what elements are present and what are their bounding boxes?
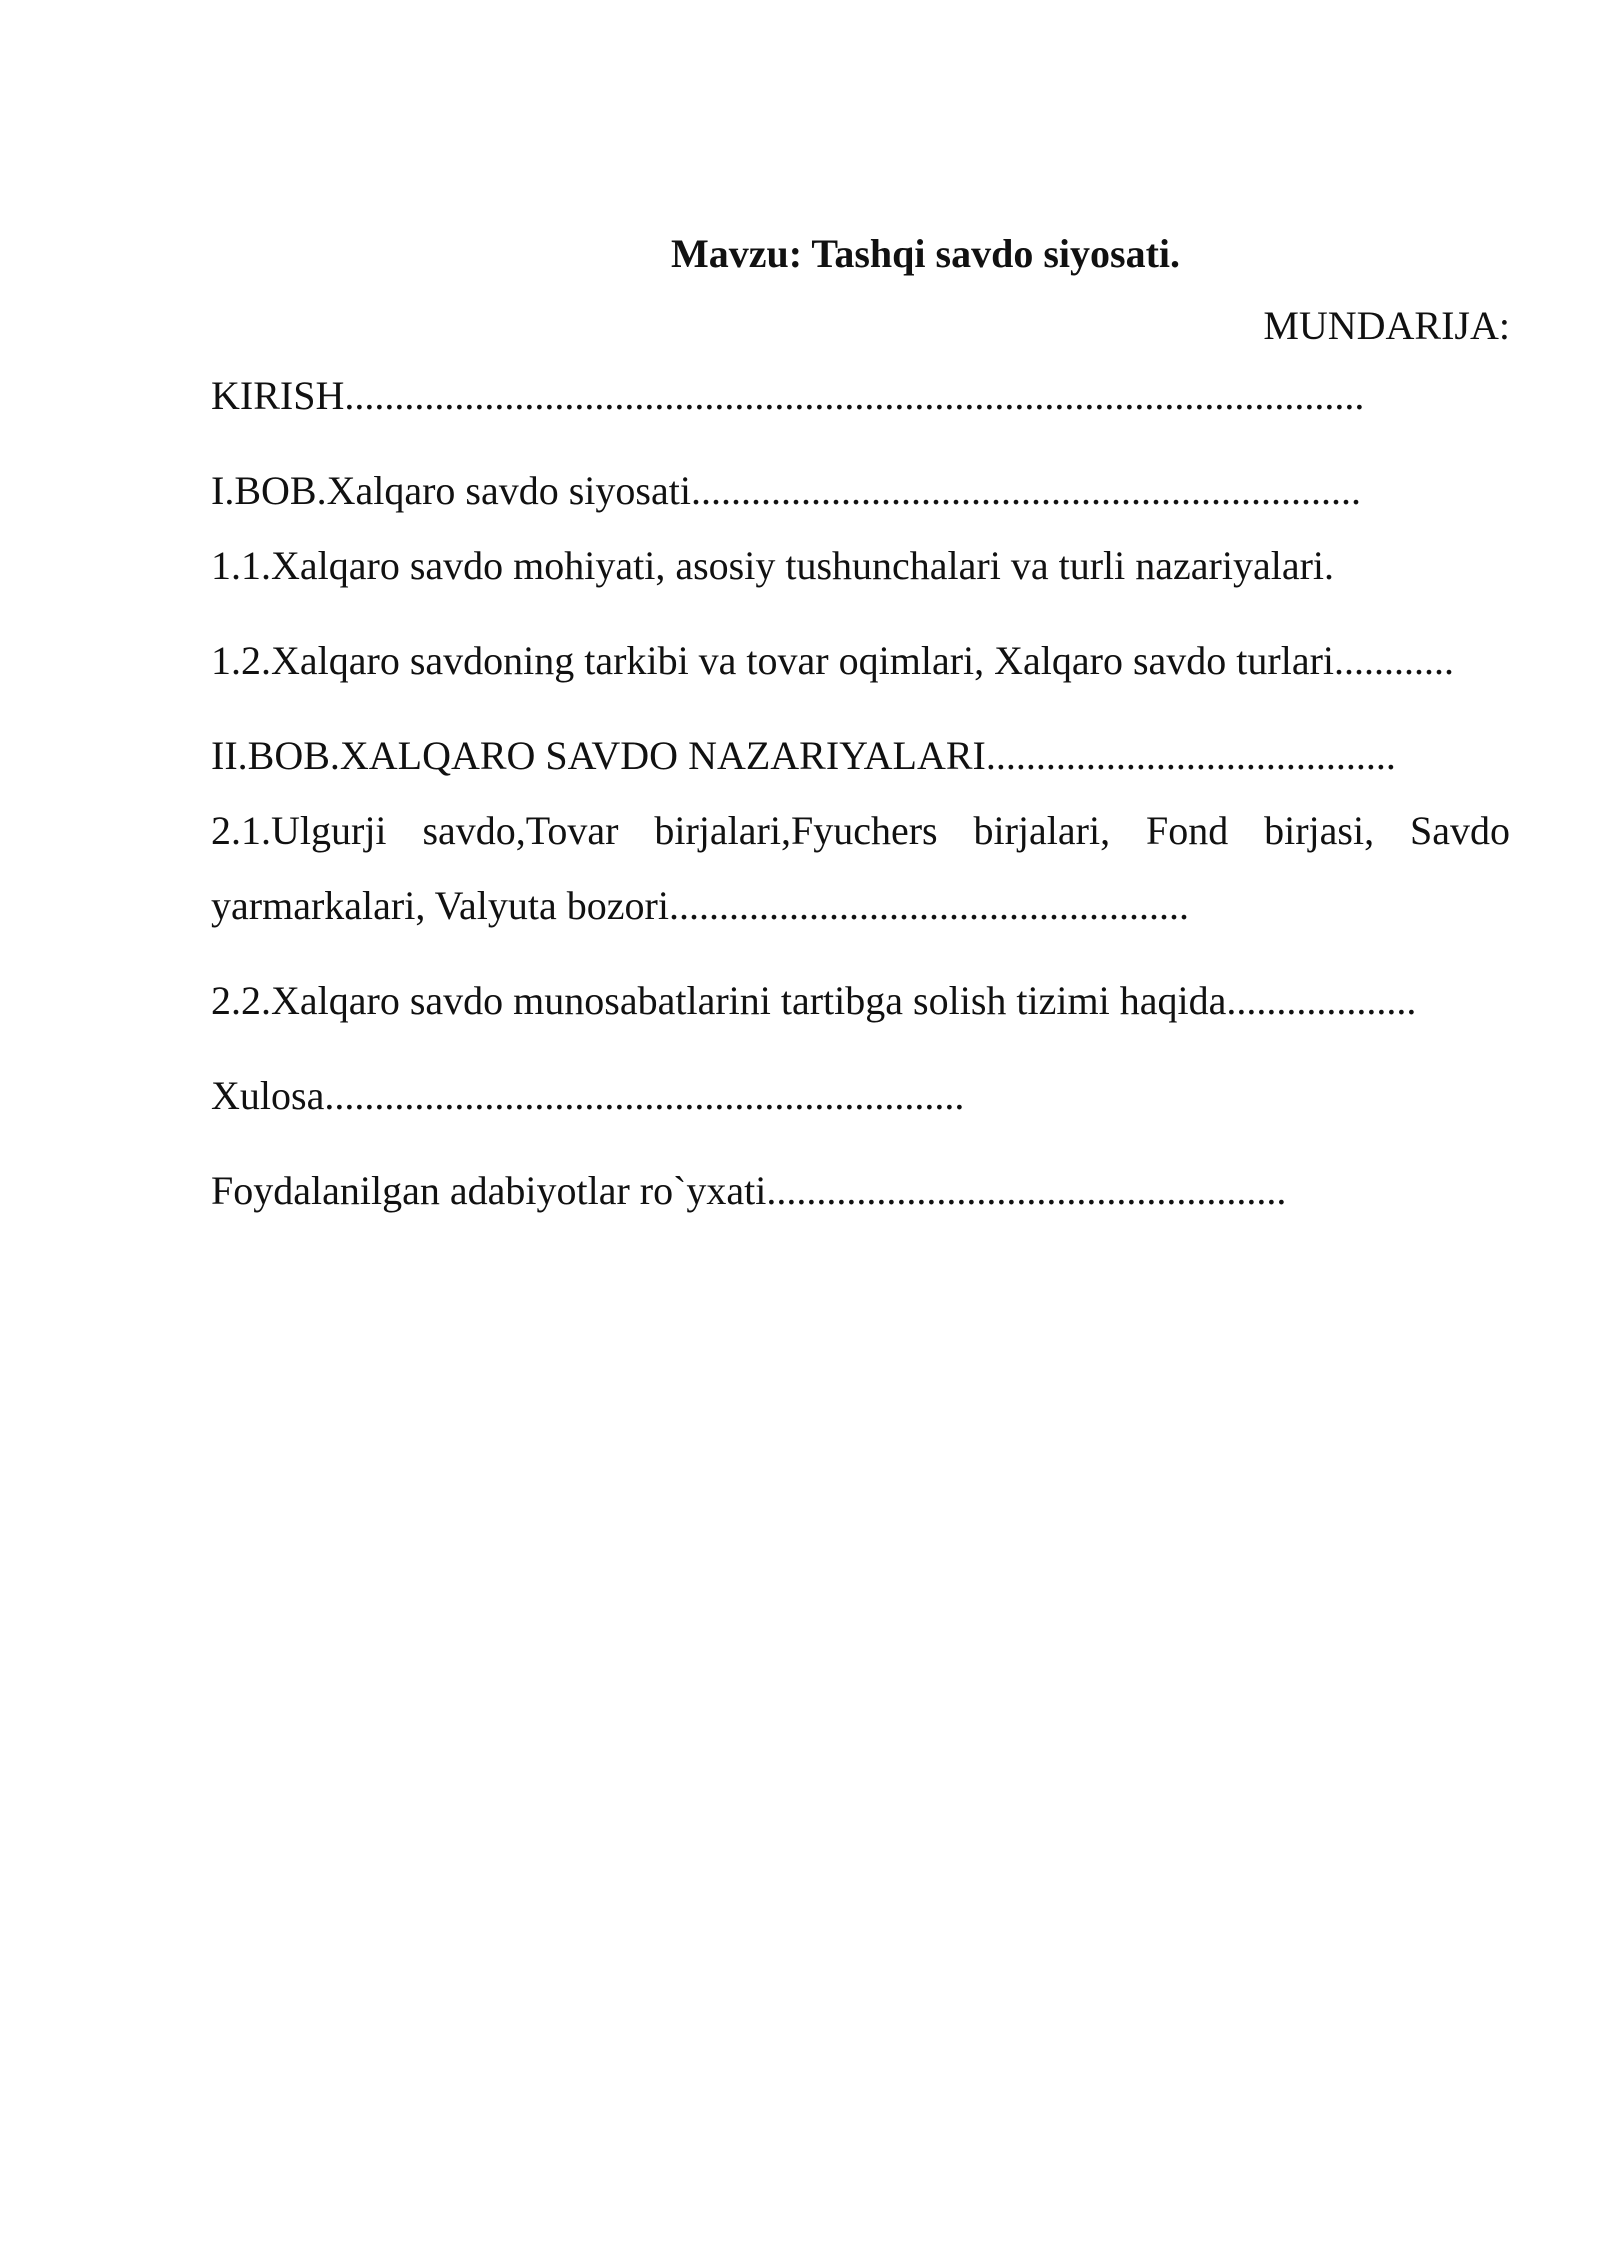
toc-entry-1-2: 1.2.Xalqaro savdoning tarkibi va tovar oqimlari, Xalqaro savdo turlari............: [211, 638, 1455, 683]
toc-entry-2-2: 2.2.Xalqaro savdo munosabatlarini tartibga solish tizimi haqida...................: [211, 978, 1417, 1023]
document-content: [211, 222, 1510, 1228]
toc-entry-1-1: 1.1.Xalqaro savdo mohiyati, asosiy tushunchalari va turli nazariyalari.: [211, 543, 1335, 588]
toc-entry-bob-2: II.BOB.XALQARO SAVDO NAZARIYALARI.........................................: [211, 733, 1396, 778]
toc-entry-kirish: KIRISH......................................................................................................: [211, 373, 1365, 418]
toc-entry-2-1: 2.1.Ulgurji savdo,Tovar birjalari,Fyuchers birjalari, Fond birjasi, Savdo yarmarkalari, Valyuta bozori....................................................: [211, 808, 1510, 928]
toc-heading: MUNDARIJA:: [1263, 303, 1510, 348]
document-title: Mavzu: Tashqi savdo siyosati.: [670, 231, 1181, 276]
table-of-contents: [211, 358, 1510, 1228]
toc-entry-bob-1: I.BOB.Xalqaro savdo siyosati...................................................................: [211, 468, 1361, 513]
toc-entry-adabiyotlar: Foydalanilgan adabiyotlar ro`yxati....................................................: [211, 1168, 1287, 1213]
toc-entry-xulosa: Xulosa................................................................: [211, 1073, 965, 1118]
